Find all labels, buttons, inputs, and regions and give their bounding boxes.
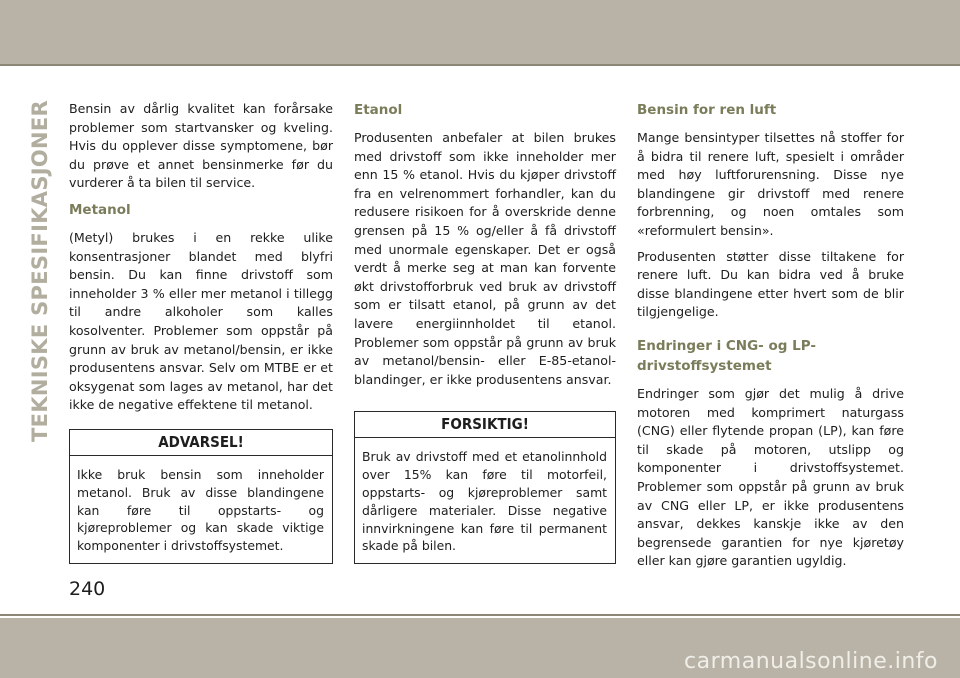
cng-paragraph: Endringer som gjør det mulig å drive motoren med komprimert naturgass (CNG) eller flytende propan (LP), kan føre til skade på motoren, utslipp og komponenter i drivstoffsystemet. Problemer som oppstår på grunn av bruk av CNG eller LP, er ikke produsentens ansvar, dekkes kanskje ikke av den begrensede garantien for nye kjøretøy eller kan gjøre garantien ugyldig. xyxy=(637,385,904,569)
section-side-title xyxy=(28,100,52,442)
intro-paragraph: Bensin av dårlig kvalitet kan forårsake problemer som startvansker og kveling. Hvis du opplever disse symptomene, bør du prøve et annet bensinmerke før du vurderer å ta bilen til service. xyxy=(69,101,333,191)
header-band xyxy=(0,0,960,66)
caution-text: Bruk av drivstoff med et etanolinnhold over 15% kan føre til motorfeil, oppstarts- og kjøreproblemer samt dårligere materialer. Disse negative innvirkningene kan føre til permanent skade på bilen. xyxy=(362,449,607,554)
warning-box xyxy=(69,429,333,564)
column-3 xyxy=(637,100,904,578)
ethanol-paragraph: Produsenten anbefaler at bilen brukes med drivstoff som ikke inneholder mer enn 15 % etanol. Hvis du kjøper drivstoff fra en velrenommert forhandler, kan du redusere risikoen for å overskride denne grensen på 15 % og/eller å få drivstoff med unormale egenskaper. Det er også verdt å merke seg at man kan forvente økt drivstofforbruk ved bruk av drivstoff som er tilsatt etanol, på grunn av det lavere energiinnholdet til etanol. Problemer som oppstår på grunn av bruk av metanol/bensin- eller E-85-etanol-blandinger, er ikke produsentens ansvar. xyxy=(354,130,616,387)
section-side-title-text: TEKNISKE SPESIFIKASJONER xyxy=(28,100,52,442)
page-number: 240 xyxy=(69,578,106,600)
clean-air-paragraph-1: Mange bensintyper tilsettes nå stoffer for å bidra til renere luft, spesielt i områder med høy luftforurensning. Disse nye blandingene gir drivstoff med renere forbrenning, og noen omtales som «reformulert bensin». xyxy=(637,130,904,238)
caution-box xyxy=(354,411,616,564)
column-2 xyxy=(354,100,616,564)
methanol-heading: Metanol xyxy=(69,201,131,218)
methanol-paragraph: (Metyl) brukes i en rekke ulike konsentrasjoner blandet med blyfri bensin. Du kan finne drivstoff som inneholder 3 % eller mer metanol i tillegg til andre alkoholer som kalles kosolventer. Problemer som oppstår på grunn av bruk av metanol/bensin, er ikke produsentens ansvar. Selv om MTBE er et oksygenat som lages av metanol, har det ikke de negative effektene til metanol. xyxy=(69,229,333,413)
caution-title: FORSIKTIG! xyxy=(355,412,615,438)
warning-title: ADVARSEL! xyxy=(70,430,332,456)
cng-heading: Endringer i CNG- og LP-drivstoffsystemet xyxy=(637,337,816,374)
ethanol-heading: Etanol xyxy=(354,102,403,118)
clean-air-paragraph-2: Produsenten støtter disse tiltakene for renere luft. Du kan bidra ved å bruke disse blandingene etter hvert som de blir tilgjengelige. xyxy=(637,248,904,320)
header-band-fill xyxy=(0,0,960,64)
warning-text: Ikke bruk bensin som inneholder metanol. Bruk av disse blandingene kan føre til oppstarts- og kjøreproblemer og kan skade viktige komponenter i drivstoffsystemet. xyxy=(77,466,324,554)
watermark-text: carmanualsonline.info xyxy=(684,649,938,674)
header-band-rule xyxy=(0,64,960,66)
footer-band-rule xyxy=(0,614,960,616)
clean-air-heading: Bensin for ren luft xyxy=(637,102,777,118)
footer-band xyxy=(0,614,960,678)
column-1 xyxy=(69,100,333,564)
